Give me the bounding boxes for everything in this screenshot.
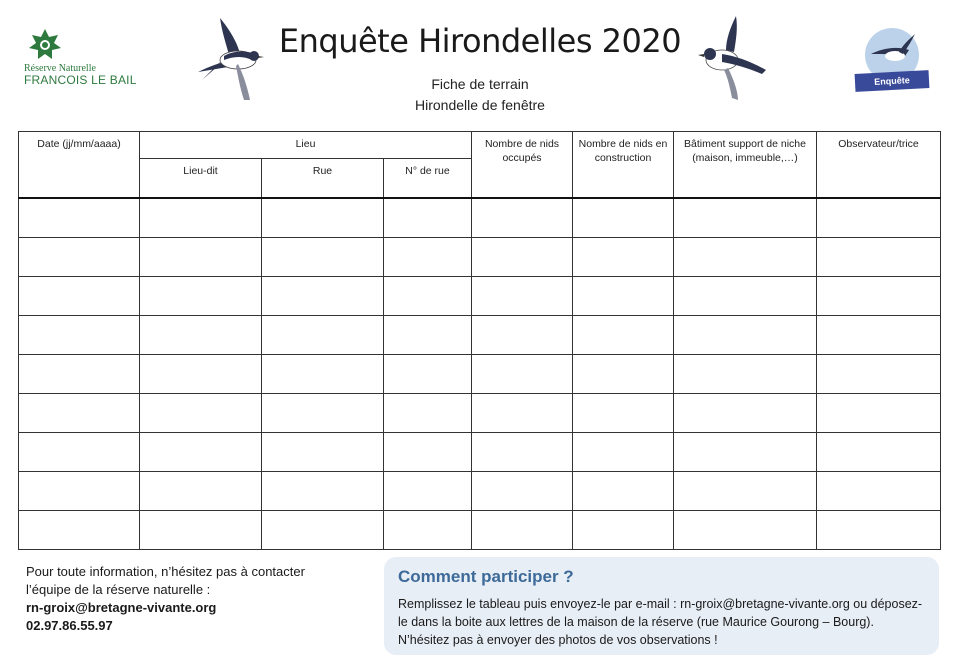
table-cell[interactable]	[140, 316, 262, 355]
table-cell[interactable]	[472, 277, 573, 316]
subtitle-fiche: Fiche de terrain	[431, 76, 529, 92]
table-cell[interactable]	[19, 472, 140, 511]
table-cell[interactable]	[472, 198, 573, 238]
table-cell[interactable]	[262, 511, 384, 550]
table-cell[interactable]	[817, 472, 941, 511]
logo-line2: FRANCOIS LE BAIL	[24, 73, 137, 87]
table-cell[interactable]	[384, 198, 472, 238]
table-cell[interactable]	[573, 433, 674, 472]
logo-line1: Réserve Naturelle	[24, 63, 96, 74]
participer-text: Remplissez le tableau puis envoyez-le par e-mail : rn-groix@bretagne-vivante.org ou déposez-le dans la boite aux lettres de la maison de la réserve (rue Maurice Gourong – Bourg). N’hésitez pas à envoyer des photos de vos observations !	[398, 597, 923, 647]
table-cell[interactable]	[573, 511, 674, 550]
enquete-badge	[855, 28, 931, 106]
header-nids-occupes: Nombre de nids occupés	[472, 132, 573, 199]
table-cell[interactable]	[19, 355, 140, 394]
table-cell[interactable]	[19, 277, 140, 316]
table-cell[interactable]	[384, 433, 472, 472]
table-cell[interactable]	[674, 511, 817, 550]
table-cell[interactable]	[140, 277, 262, 316]
table-cell[interactable]	[384, 355, 472, 394]
table-cell[interactable]	[817, 277, 941, 316]
table-cell[interactable]	[140, 394, 262, 433]
table-cell[interactable]	[674, 433, 817, 472]
table-cell[interactable]	[472, 472, 573, 511]
table-cell[interactable]	[674, 277, 817, 316]
contact-phone: 02.97.86.55.97	[26, 618, 113, 633]
table-cell[interactable]	[384, 238, 472, 277]
table-cell[interactable]	[262, 472, 384, 511]
table-cell[interactable]	[262, 433, 384, 472]
table-cell[interactable]	[262, 316, 384, 355]
table-cell[interactable]	[817, 316, 941, 355]
table-cell[interactable]	[140, 198, 262, 238]
table-row	[19, 316, 941, 355]
table-row	[19, 238, 941, 277]
contact-email[interactable]: rn-groix@bretagne-vivante.org	[26, 600, 217, 615]
table-row	[19, 198, 941, 238]
table-cell[interactable]	[19, 433, 140, 472]
header-batiment: Bâtiment support de niche (maison, immeuble,…)	[674, 132, 817, 199]
table-cell[interactable]	[472, 316, 573, 355]
contact-info	[26, 563, 305, 635]
table-row	[19, 472, 941, 511]
table-cell[interactable]	[384, 316, 472, 355]
header-lieudit: Lieu-dit	[140, 159, 262, 199]
table-cell[interactable]	[817, 198, 941, 238]
page-title: Enquête Hirondelles 2020	[278, 22, 682, 60]
participer-box	[384, 557, 939, 655]
header-date: Date (jj/mm/aaaa)	[19, 132, 140, 199]
table-cell[interactable]	[384, 472, 472, 511]
table-row	[19, 511, 941, 550]
table-cell[interactable]	[262, 394, 384, 433]
table-cell[interactable]	[674, 198, 817, 238]
table-cell[interactable]	[384, 277, 472, 316]
table-cell[interactable]	[19, 316, 140, 355]
subtitle-espece: Hirondelle de fenêtre	[415, 97, 545, 113]
table-cell[interactable]	[573, 394, 674, 433]
contact-line1: Pour toute information, n’hésitez pas à contacter	[26, 564, 305, 579]
table-cell[interactable]	[573, 238, 674, 277]
header-numero: N° de rue	[384, 159, 472, 199]
table-cell[interactable]	[384, 511, 472, 550]
table-cell[interactable]	[573, 472, 674, 511]
table-cell[interactable]	[472, 238, 573, 277]
table-cell[interactable]	[674, 355, 817, 394]
table-cell[interactable]	[817, 511, 941, 550]
table-row	[19, 394, 941, 433]
table-body	[19, 198, 941, 550]
survey-table	[18, 131, 941, 550]
header-nids-construction: Nombre de nids en construction	[573, 132, 674, 199]
table-cell[interactable]	[674, 316, 817, 355]
header-rue: Rue	[262, 159, 384, 199]
table-cell[interactable]	[262, 198, 384, 238]
table-row	[19, 433, 941, 472]
table-cell[interactable]	[573, 277, 674, 316]
table-cell[interactable]	[140, 472, 262, 511]
table-cell[interactable]	[817, 355, 941, 394]
table-cell[interactable]	[140, 355, 262, 394]
header-lieu: Lieu	[140, 132, 472, 159]
table-cell[interactable]	[262, 277, 384, 316]
table-cell[interactable]	[19, 198, 140, 238]
table-cell[interactable]	[472, 394, 573, 433]
table-cell[interactable]	[817, 433, 941, 472]
header-observateur: Observateur/trice	[817, 132, 941, 199]
table-cell[interactable]	[674, 394, 817, 433]
table-cell[interactable]	[140, 238, 262, 277]
table-cell[interactable]	[140, 433, 262, 472]
table-cell[interactable]	[817, 394, 941, 433]
table-cell[interactable]	[19, 238, 140, 277]
contact-line2: l’équipe de la réserve naturelle :	[26, 582, 211, 597]
participer-title: Comment participer ?	[398, 567, 574, 586]
badge-label: Enquête Hirondelles	[855, 70, 930, 92]
table-cell[interactable]	[472, 511, 573, 550]
table-cell[interactable]	[140, 511, 262, 550]
table-cell[interactable]	[19, 394, 140, 433]
table-cell[interactable]	[573, 316, 674, 355]
table-row	[19, 355, 941, 394]
table-row	[19, 277, 941, 316]
table-cell[interactable]	[472, 355, 573, 394]
table-cell[interactable]	[573, 198, 674, 238]
table-cell[interactable]	[262, 355, 384, 394]
table-cell[interactable]	[817, 238, 941, 277]
table-cell[interactable]	[573, 355, 674, 394]
table-cell[interactable]	[19, 511, 140, 550]
table-cell[interactable]	[674, 472, 817, 511]
table-cell[interactable]	[472, 433, 573, 472]
table-cell[interactable]	[674, 238, 817, 277]
table-cell[interactable]	[262, 238, 384, 277]
table-cell[interactable]	[384, 394, 472, 433]
